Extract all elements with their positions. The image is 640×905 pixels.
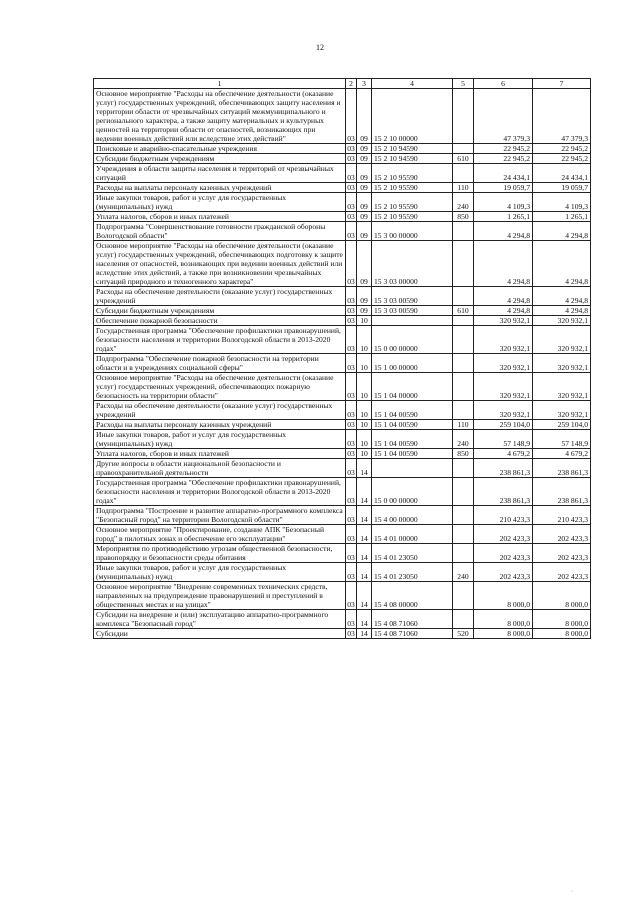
table-row [94, 212, 591, 222]
header-cell: 3 [357, 79, 372, 89]
section-code-cell: 03 [347, 144, 355, 153]
amount-cell: 24 434,1 [474, 164, 533, 183]
row-name-cell: Уплата налогов, сборов и иных платежей [94, 449, 346, 459]
amount-cell: 238 861,3 [474, 459, 533, 478]
amount-cell: 47 379,3 [533, 89, 591, 144]
expense-type-cell [453, 610, 474, 629]
amount-cell: 4 294,8 [533, 287, 591, 306]
page-number: 12 [316, 43, 324, 52]
target-article-cell: 15 4 01 00000 [372, 525, 453, 544]
table-row [94, 287, 591, 306]
section-code-cell: 03 [347, 154, 355, 163]
target-article-cell: 15 3 03 00590 [372, 306, 453, 316]
expense-type-cell [453, 401, 474, 420]
table-row [94, 306, 591, 316]
target-article-cell: 15 3 03 00000 [372, 241, 453, 287]
expense-type-cell [453, 241, 474, 287]
amount-cell: 4 294,8 [533, 222, 591, 241]
table-row [94, 373, 591, 401]
subsection-code-cell: 10 [357, 316, 372, 326]
section-code-cell: 03 [346, 222, 357, 241]
table-row [94, 183, 591, 193]
target-article-cell [372, 316, 453, 326]
section-code-cell: 03 [347, 449, 355, 458]
amount-cell: 22 945,2 [533, 154, 591, 164]
row-name-cell: Подпрограмма "Построение и развитие аппаратно-программного комплекса "Безопасный город" на территории Вологодской области" [94, 506, 346, 525]
expense-type-cell [453, 459, 474, 478]
header-cell: 1 [94, 79, 346, 89]
table-row [94, 354, 591, 373]
table-row [94, 629, 591, 639]
amount-cell: 22 945,2 [474, 144, 533, 154]
expense-type-cell [453, 326, 474, 354]
section-code-cell: 03 [346, 525, 357, 544]
amount-cell: 238 861,3 [474, 478, 533, 506]
amount-cell: 4 294,8 [533, 241, 591, 287]
row-name-cell: Основное мероприятие "Внедрение современных технических средств, направленных на предупреждение правонарушений и преступлений в общественных местах и на улицах" [94, 582, 346, 610]
subsection-code-cell: 14 [357, 525, 372, 544]
expense-type-cell [453, 287, 474, 306]
amount-cell: 4 294,8 [533, 306, 591, 316]
expense-type-cell: 240 [453, 430, 474, 449]
expense-type-cell [453, 164, 474, 183]
subsection-code-cell: 09 [357, 241, 372, 287]
table-row [94, 89, 591, 144]
section-code-cell: 03 [346, 326, 357, 354]
target-article-cell: 15 2 10 95590 [372, 164, 453, 183]
amount-cell: 4 294,8 [474, 306, 533, 316]
row-name-cell: Расходы на обеспечение деятельности (оказание услуг) государственных учреждений [94, 401, 346, 420]
row-name-cell: Расходы на обеспечение деятельности (оказание услуг) государственных учреждений [94, 287, 346, 306]
amount-cell: 238 861,3 [533, 478, 591, 506]
section-code-cell: 03 [346, 193, 357, 212]
subsection-code-cell: 10 [357, 373, 372, 401]
table-row [94, 544, 591, 563]
row-name-cell: Основное мероприятие "Расходы на обеспечение деятельности (оказание услуг) государственных учреждений, обеспечивающих пожарную безопасность на территории области" [94, 373, 346, 401]
amount-cell: 8 000,0 [533, 582, 591, 610]
expense-type-cell [453, 144, 474, 154]
amount-cell: 1 265,1 [533, 212, 591, 222]
target-article-cell: 15 2 10 95590 [372, 212, 453, 222]
amount-cell: 8 000,0 [533, 629, 591, 639]
section-code-cell: 03 [346, 544, 357, 563]
row-name-cell: Субсидии на внедрение и (или) эксплуатацию аппаратно-программного комплекса "Безопасный город" [94, 610, 346, 629]
amount-cell: 4 679,2 [474, 449, 533, 459]
subsection-code-cell: 14 [357, 544, 372, 563]
target-article-cell: 15 1 04 00590 [372, 401, 453, 420]
amount-cell: 210 423,3 [533, 506, 591, 525]
table-row [94, 582, 591, 610]
table-row [94, 164, 591, 183]
row-name-cell: Поисковые и аварийно-спасательные учреждения [94, 144, 346, 154]
subsection-code-cell: 14 [357, 459, 372, 478]
amount-cell: 320 932,1 [474, 373, 533, 401]
header-cell: 2 [346, 79, 357, 89]
amount-cell: 8 000,0 [474, 629, 533, 639]
target-article-cell: 15 4 00 00000 [372, 506, 453, 525]
subsection-code-cell: 09 [357, 164, 372, 183]
expense-type-cell: 610 [453, 154, 474, 164]
amount-cell: 1 265,1 [474, 212, 533, 222]
header-cell: 5 [453, 79, 474, 89]
table-header-row [94, 79, 591, 89]
expense-type-cell: 610 [453, 306, 474, 316]
target-article-cell: 15 1 00 00000 [372, 354, 453, 373]
table-row [94, 430, 591, 449]
section-code-cell: 03 [346, 459, 357, 478]
row-name-cell: Иные закупки товаров, работ и услуг для государственных (муниципальных) нужд [94, 563, 346, 582]
subsection-code-cell: 09 [357, 287, 372, 306]
subsection-code-cell: 14 [357, 506, 372, 525]
row-name-cell: Уплата налогов, сборов и иных платежей [94, 212, 346, 222]
target-article-cell: 15 3 03 00590 [372, 287, 453, 306]
subsection-code-cell: 09 [357, 154, 372, 164]
expense-type-cell [453, 582, 474, 610]
subsection-code-cell: 09 [357, 89, 372, 144]
table-row [94, 316, 591, 326]
amount-cell: 19 059,7 [474, 183, 533, 193]
amount-cell: 202 423,3 [533, 563, 591, 582]
amount-cell: 19 059,7 [533, 183, 591, 193]
row-name-cell: Основное мероприятие "Расходы на обеспечение деятельности (оказание услуг) государственных учреждений, обеспечивающих защиту населения и территории области от чрезвычайных ситуаций межмуниципального и регионального характера, а также защиту материальных и культурных ценностей на территории области от опасностей, возникающих при ведении военных действий или вследствие этих действий" [94, 89, 346, 144]
amount-cell: 47 379,3 [474, 89, 533, 144]
row-name-cell: Субсидии бюджетным учреждениям [94, 306, 346, 316]
row-name-cell: Субсидии [94, 629, 346, 639]
amount-cell: 8 000,0 [474, 610, 533, 629]
row-name-cell: Субсидии бюджетным учреждениям [94, 154, 346, 164]
section-code-cell: 03 [346, 610, 357, 629]
subsection-code-cell: 10 [357, 430, 372, 449]
table-row [94, 610, 591, 629]
section-code-cell: 03 [346, 506, 357, 525]
row-name-cell: Иные закупки товаров, работ и услуг для государственных (муниципальных) нужд [94, 430, 346, 449]
amount-cell: 320 932,1 [474, 316, 533, 326]
amount-cell: 320 932,1 [533, 373, 591, 401]
amount-cell: 4 294,8 [474, 241, 533, 287]
expense-type-cell [453, 354, 474, 373]
amount-cell: 57 148,9 [474, 430, 533, 449]
expense-type-cell [453, 525, 474, 544]
section-code-cell: 03 [347, 212, 355, 221]
subsection-code-cell: 09 [357, 222, 372, 241]
target-article-cell: 15 1 04 00590 [372, 430, 453, 449]
subsection-code-cell: 14 [357, 563, 372, 582]
table-row [94, 478, 591, 506]
row-name-cell: Иные закупки товаров, работ и услуг для государственных (муниципальных) нужд [94, 193, 346, 212]
row-name-cell: Другие вопросы в области национальной безопасности и правоохранительной деятельности [94, 459, 346, 478]
amount-cell: 8 000,0 [533, 610, 591, 629]
target-article-cell: 15 2 10 95590 [372, 183, 453, 193]
section-code-cell: 03 [346, 89, 357, 144]
table-row [94, 420, 591, 430]
amount-cell: 320 932,1 [474, 354, 533, 373]
row-name-cell: Подпрограмма "Обеспечение пожарной безопасности на территории области и в учреждениях социальной сферы" [94, 354, 346, 373]
amount-cell: 320 932,1 [474, 401, 533, 420]
header-cell: 6 [474, 79, 533, 89]
amount-cell: 22 945,2 [474, 154, 533, 164]
amount-cell: 4 294,8 [474, 222, 533, 241]
amount-cell: 202 423,3 [474, 525, 533, 544]
section-code-cell: 03 [347, 629, 355, 638]
row-name-cell: Мероприятия по противодействию угрозам общественной безопасности, правопорядку и безопасности среды обитания [94, 544, 346, 563]
subsection-code-cell: 10 [357, 354, 372, 373]
row-name-cell: Подпрограмма "Совершенствование готовности гражданской обороны Вологодской области" [94, 222, 346, 241]
amount-cell: 8 000,0 [474, 582, 533, 610]
target-article-cell: 15 4 08 00000 [372, 582, 453, 610]
amount-cell: 238 861,3 [533, 459, 591, 478]
target-article-cell: 15 1 04 00590 [372, 420, 453, 430]
section-code-cell: 03 [346, 430, 357, 449]
table-row [94, 222, 591, 241]
expense-type-cell: 110 [453, 420, 474, 430]
target-article-cell: 15 0 00 00000 [372, 326, 453, 354]
subsection-code-cell: 09 [357, 183, 372, 193]
target-article-cell: 15 2 10 94590 [372, 154, 453, 164]
section-code-cell: 03 [346, 563, 357, 582]
amount-cell: 22 945,2 [533, 144, 591, 154]
expense-type-cell: 240 [453, 193, 474, 212]
table-row [94, 193, 591, 212]
expense-type-cell: 110 [453, 183, 474, 193]
target-article-cell [372, 459, 453, 478]
expense-type-cell: 850 [453, 212, 474, 222]
row-name-cell: Государственная программа "Обеспечение профилактики правонарушений, безопасности населения и территории Вологодской области в 2013-2020 годах" [94, 478, 346, 506]
row-name-cell: Основное мероприятие "Проектирование, создание АПК "Безопасный город" в пилотных зонах и обеспечение его эксплуатации" [94, 525, 346, 544]
section-code-cell: 03 [346, 401, 357, 420]
subsection-code-cell: 14 [357, 582, 372, 610]
header-cell: 7 [533, 79, 591, 89]
subsection-code-cell: 10 [357, 449, 372, 459]
target-article-cell: 15 3 00 00000 [372, 222, 453, 241]
table-row [94, 459, 591, 478]
expense-type-cell: 520 [453, 629, 474, 639]
amount-cell: 57 148,9 [533, 430, 591, 449]
target-article-cell: 15 1 04 00590 [372, 449, 453, 459]
target-article-cell: 15 1 04 00000 [372, 373, 453, 401]
expense-type-cell [453, 373, 474, 401]
subsection-code-cell: 09 [357, 193, 372, 212]
section-code-cell: 03 [347, 316, 355, 325]
amount-cell: 320 932,1 [533, 316, 591, 326]
expense-type-cell [453, 89, 474, 144]
subsection-code-cell: 14 [357, 629, 372, 639]
target-article-cell: 15 4 01 23050 [372, 563, 453, 582]
amount-cell: 259 104,0 [533, 420, 591, 430]
amount-cell: 202 423,3 [533, 544, 591, 563]
section-code-cell: 03 [347, 306, 355, 315]
subsection-code-cell: 14 [357, 478, 372, 506]
subsection-code-cell: 09 [357, 144, 372, 154]
target-article-cell: 15 0 00 00000 [372, 478, 453, 506]
table-row [94, 563, 591, 582]
amount-cell: 320 932,1 [533, 354, 591, 373]
target-article-cell: 15 4 08 71060 [372, 629, 453, 639]
row-name-cell: Обеспечение пожарной безопасности [94, 316, 346, 326]
amount-cell: 210 423,3 [474, 506, 533, 525]
amount-cell: 4 109,3 [474, 193, 533, 212]
subsection-code-cell: 09 [357, 212, 372, 222]
amount-cell: 4 679,2 [533, 449, 591, 459]
row-name-cell: Расходы на выплаты персоналу казенных учреждений [94, 183, 346, 193]
table-row [94, 144, 591, 154]
amount-cell: 259 104,0 [474, 420, 533, 430]
row-name-cell: Учреждения в области защиты населения и территорий от чрезвычайных ситуаций [94, 164, 346, 183]
corner-mark: · [571, 889, 573, 895]
section-code-cell: 03 [346, 478, 357, 506]
target-article-cell: 15 4 01 23050 [372, 544, 453, 563]
section-code-cell: 03 [346, 241, 357, 287]
section-code-cell: 03 [346, 582, 357, 610]
section-code-cell: 03 [346, 164, 357, 183]
table-row [94, 506, 591, 525]
amount-cell: 320 932,1 [533, 401, 591, 420]
budget-table [93, 78, 591, 639]
subsection-code-cell: 14 [357, 610, 372, 629]
expense-type-cell: 240 [453, 563, 474, 582]
table-row [94, 449, 591, 459]
table-row [94, 241, 591, 287]
table-row [94, 525, 591, 544]
section-code-cell: 03 [347, 420, 355, 429]
section-code-cell: 03 [346, 354, 357, 373]
table-row [94, 326, 591, 354]
amount-cell: 4 109,3 [533, 193, 591, 212]
expense-type-cell [453, 506, 474, 525]
subsection-code-cell: 10 [357, 401, 372, 420]
amount-cell: 202 423,3 [474, 563, 533, 582]
amount-cell: 202 423,3 [533, 525, 591, 544]
subsection-code-cell: 10 [357, 326, 372, 354]
row-name-cell: Основное мероприятие "Расходы на обеспечение деятельности (оказание услуг) государственных учреждений, обеспечивающих подготовку к защите населения от опасностей, возникающих при ведении военных действий или вследствие этих действий, а также при возникновении чрезвычайных ситуаций природного и техногенного характера" [94, 241, 346, 287]
expense-type-cell [453, 316, 474, 326]
subsection-code-cell: 10 [357, 420, 372, 430]
table-row [94, 401, 591, 420]
expense-type-cell [453, 544, 474, 563]
section-code-cell: 03 [346, 287, 357, 306]
expense-type-cell [453, 222, 474, 241]
amount-cell: 202 423,3 [474, 544, 533, 563]
amount-cell: 4 294,8 [474, 287, 533, 306]
amount-cell: 320 932,1 [533, 326, 591, 354]
target-article-cell: 15 4 08 71060 [372, 610, 453, 629]
row-name-cell: Расходы на выплаты персоналу казенных учреждений [94, 420, 346, 430]
table-row [94, 154, 591, 164]
section-code-cell: 03 [347, 183, 355, 192]
amount-cell: 24 434,1 [533, 164, 591, 183]
expense-type-cell [453, 478, 474, 506]
expense-type-cell: 850 [453, 449, 474, 459]
row-name-cell: Государственная программа "Обеспечение профилактики правонарушений, безопасности населения и территории Вологодской области в 2013-2020 годах" [94, 326, 346, 354]
subsection-code-cell: 09 [357, 306, 372, 316]
target-article-cell: 15 2 10 95590 [372, 193, 453, 212]
section-code-cell: 03 [346, 373, 357, 401]
target-article-cell: 15 2 10 94590 [372, 144, 453, 154]
header-cell: 4 [372, 79, 453, 89]
target-article-cell: 15 2 10 00000 [372, 89, 453, 144]
amount-cell: 320 932,1 [474, 326, 533, 354]
